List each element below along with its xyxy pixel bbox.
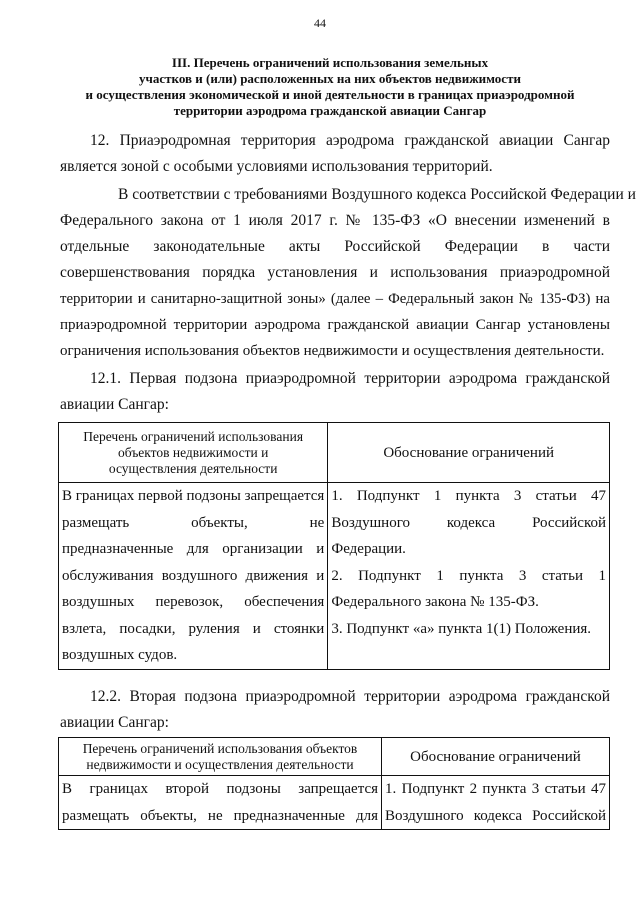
table-header-justification: Обоснование ограничений [382, 738, 610, 776]
table-cell-restrictions: В границах первой подзоны запрещается размещать объекты, не предназначенные для организации и обслуживания воздушного движения и воздушных перевозок, обеспечения взлета, посадки, руления и стоянки воздушных судов. [59, 483, 328, 670]
page-number: 44 [314, 16, 326, 30]
text-line: территории и санитарно-защитной зоны» (далее – Федеральный закон № 135-ФЗ) на [60, 291, 610, 307]
text-line: Федерального закона от 1 июля 2017 г. № 135-ФЗ «О внесении изменений в [60, 212, 610, 229]
heading-line: и осуществления экономической и иной деятельности в границах приаэродромной [85, 87, 575, 102]
table-cell-justification: 1. Подпункт 1 пункта 3 статьи 47 Воздушного кодекса Российской Федерации. 2. Подпункт 1 пункта 3 статьи 1 Федерального закона № 135-ФЗ. 3. Подпункт «а» пункта 1(1) Положения. [328, 483, 610, 670]
paragraph-12-1 [60, 366, 610, 418]
text-line: авиации Сангар: [60, 396, 169, 413]
text-line: авиации Сангар: [60, 714, 169, 731]
text-line: отдельные законодательные акты Российской Федерации в части [60, 238, 610, 255]
table-header-restrictions: Перечень ограничений использования объектов недвижимости и осуществления деятельности [59, 738, 382, 776]
heading-line: территории аэродрома гражданской авиации Сангар [173, 103, 487, 118]
table-cell-restrictions: В границах второй подзоны запрещается размещать объекты, не предназначенные для [59, 776, 382, 830]
heading-line: III. Перечень ограничений использования земельных [171, 55, 489, 70]
text-line: является зоной с особыми условиями использования территорий. [60, 158, 493, 175]
heading-line: участков и (или) расположенных на них объектов недвижимости [139, 71, 521, 86]
section-heading [80, 55, 580, 119]
table-cell-justification: 1. Подпункт 2 пункта 3 статьи 47 Воздушного кодекса Российской [382, 776, 610, 830]
paragraph-12 [60, 128, 610, 180]
text-line: В соответствии с требованиями Воздушного кодекса Российской Федерации и [118, 186, 636, 203]
paragraph-12-2 [60, 684, 610, 736]
text-line: ограничения использования объектов недвижимости и осуществления деятельности. [60, 343, 605, 359]
text-line: 12.2. Вторая подзона приаэродромной территории аэродрома гражданской [90, 688, 610, 705]
paragraph-requirements [60, 182, 636, 364]
text-line: совершенствования порядка установления и использования приаэродромной [60, 264, 610, 281]
text-line: 12.1. Первая подзона приаэродромной территории аэродрома гражданской [90, 370, 610, 387]
table-header-justification: Обоснование ограничений [328, 423, 610, 483]
restrictions-table-subzone-1 [58, 422, 610, 670]
table-header-restrictions: Перечень ограничений использования объектов недвижимости и осуществления деятельности [59, 423, 328, 483]
text-line: 12. Приаэродромная территория аэродрома гражданской авиации Сангар [90, 132, 610, 149]
text-line: приаэродромной территории аэродрома гражданской авиации Сангар установлены [60, 317, 610, 333]
restrictions-table-subzone-2 [58, 737, 610, 830]
